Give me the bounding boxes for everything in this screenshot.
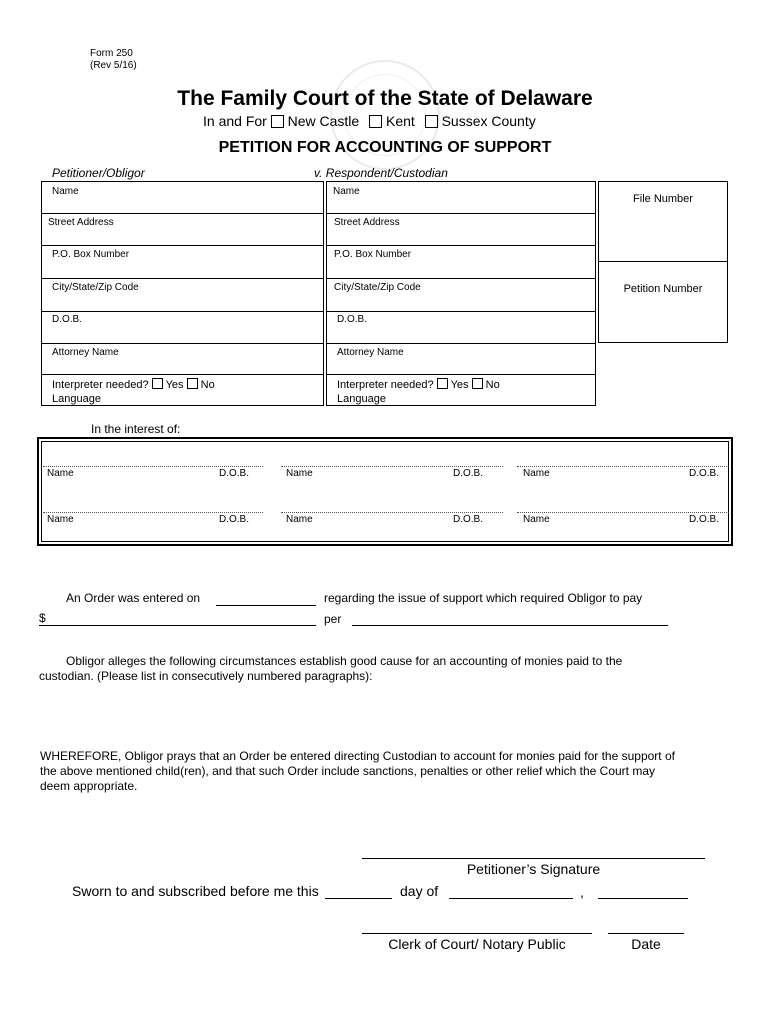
child3-name-field[interactable]: Name bbox=[523, 468, 550, 479]
petitioner-street-field[interactable]: Street Address bbox=[48, 217, 114, 228]
clerk-date-input[interactable] bbox=[608, 933, 684, 934]
respondent-street-field[interactable]: Street Address bbox=[334, 217, 400, 228]
respondent-dob-field[interactable]: D.O.B. bbox=[337, 314, 368, 325]
petition-number-field[interactable]: Petition Number bbox=[623, 283, 703, 295]
child1-name-field[interactable]: Name bbox=[47, 468, 74, 479]
child6-dob-field[interactable]: D.O.B. bbox=[689, 514, 720, 525]
sussex-label: Sussex County bbox=[441, 113, 536, 129]
petitioner-language-field[interactable]: Language bbox=[52, 393, 101, 405]
petitioner-yes-label: Yes bbox=[165, 379, 184, 391]
children-heading: In the interest of: bbox=[91, 422, 181, 436]
sworn-year-input[interactable] bbox=[598, 898, 688, 899]
child1-dob-field[interactable]: D.O.B. bbox=[219, 468, 250, 479]
new-castle-label: New Castle bbox=[287, 113, 360, 129]
respondent-box bbox=[326, 181, 596, 406]
kent-checkbox[interactable] bbox=[369, 115, 382, 128]
respondent-yes-label: Yes bbox=[450, 379, 469, 391]
child2-dob-field[interactable]: D.O.B. bbox=[453, 468, 484, 479]
children-box bbox=[37, 437, 733, 546]
support-period-input[interactable] bbox=[352, 625, 668, 626]
respondent-city-field[interactable]: City/State/Zip Code bbox=[334, 282, 421, 293]
sworn-month-input[interactable] bbox=[449, 898, 573, 899]
respondent-no-label: No bbox=[485, 379, 500, 391]
respondent-label: v. Respondent/Custodian bbox=[314, 166, 448, 180]
child4-dob-field[interactable]: D.O.B. bbox=[219, 514, 250, 525]
child5-dob-field[interactable]: D.O.B. bbox=[453, 514, 484, 525]
child2-name-field[interactable]: Name bbox=[286, 468, 313, 479]
respondent-name-field[interactable]: Name bbox=[333, 186, 360, 197]
petitioner-pobox-field[interactable]: P.O. Box Number bbox=[52, 249, 130, 260]
sworn-label: Sworn to and subscribed before me this bbox=[72, 883, 319, 899]
form-number: Form 250 bbox=[90, 48, 133, 59]
petitioner-interpreter-label: Interpreter needed? bbox=[52, 379, 149, 391]
respondent-interpreter-row bbox=[337, 378, 500, 391]
child4-name-field[interactable]: Name bbox=[47, 514, 74, 525]
respondent-interpreter-yes-checkbox[interactable] bbox=[437, 378, 448, 389]
court-use-box bbox=[598, 181, 728, 343]
order-date-input[interactable] bbox=[216, 605, 316, 606]
date-comma: , bbox=[580, 884, 584, 900]
order-entered-label: An Order was entered on bbox=[66, 591, 201, 605]
sussex-checkbox[interactable] bbox=[425, 115, 438, 128]
new-castle-checkbox[interactable] bbox=[271, 115, 284, 128]
per-label: per bbox=[324, 612, 342, 626]
petitioner-interpreter-row bbox=[52, 378, 215, 391]
kent-label: Kent bbox=[385, 113, 415, 129]
court-title: The Family Court of the State of Delaware bbox=[177, 87, 593, 110]
clerk-label: Clerk of Court/ Notary Public bbox=[388, 936, 566, 952]
day-of-label: day of bbox=[400, 883, 439, 899]
petitioner-dob-field[interactable]: D.O.B. bbox=[52, 314, 83, 325]
form-revision: (Rev 5/16) bbox=[90, 60, 137, 71]
order-regarding-text: regarding the issue of support which required Obligor to pay bbox=[324, 591, 643, 605]
respondent-pobox-field[interactable]: P.O. Box Number bbox=[334, 249, 412, 260]
sworn-day-input[interactable] bbox=[325, 898, 392, 899]
clerk-signature-line[interactable] bbox=[362, 933, 592, 934]
child3-dob-field[interactable]: D.O.B. bbox=[689, 468, 720, 479]
petitioner-city-field[interactable]: City/State/Zip Code bbox=[52, 282, 139, 293]
date-label: Date bbox=[631, 936, 661, 952]
respondent-attorney-field[interactable]: Attorney Name bbox=[337, 347, 404, 358]
wherefore-text: WHEREFORE, Obligor prays that an Order be entered directing Custodian to account for monies paid for the support of the above mentioned child(ren), and that such Order include sanctions, penalties or other relief which the Court may deem appropriate. bbox=[40, 749, 675, 793]
dollar-sign: $ bbox=[39, 611, 46, 625]
respondent-language-field[interactable]: Language bbox=[337, 393, 386, 405]
petitioner-box bbox=[41, 181, 324, 406]
petitioner-interpreter-no-checkbox[interactable] bbox=[187, 378, 198, 389]
child5-name-field[interactable]: Name bbox=[286, 514, 313, 525]
respondent-interpreter-label: Interpreter needed? bbox=[337, 379, 434, 391]
file-number-field[interactable]: File Number bbox=[633, 193, 693, 205]
petitioner-name-field[interactable]: Name bbox=[52, 186, 79, 197]
petitioner-signature-label: Petitioner’s Signature bbox=[466, 861, 601, 877]
allegation-text: Obligor alleges the following circumstances establish good cause for an accounting of monies paid to the custodian. (Please list in consecutively numbered paragraphs): bbox=[39, 654, 623, 683]
in-and-for-label: In and For bbox=[203, 113, 267, 129]
petitioner-interpreter-yes-checkbox[interactable] bbox=[152, 378, 163, 389]
petitioner-no-label: No bbox=[200, 379, 215, 391]
petitioner-label: Petitioner/Obligor bbox=[52, 166, 145, 180]
support-amount-input[interactable] bbox=[39, 625, 316, 626]
form-title: PETITION FOR ACCOUNTING OF SUPPORT bbox=[218, 139, 552, 156]
child6-name-field[interactable]: Name bbox=[523, 514, 550, 525]
county-selector bbox=[203, 113, 536, 129]
respondent-interpreter-no-checkbox[interactable] bbox=[472, 378, 483, 389]
petitioner-attorney-field[interactable]: Attorney Name bbox=[52, 347, 119, 358]
petitioner-signature-line[interactable] bbox=[362, 858, 705, 859]
